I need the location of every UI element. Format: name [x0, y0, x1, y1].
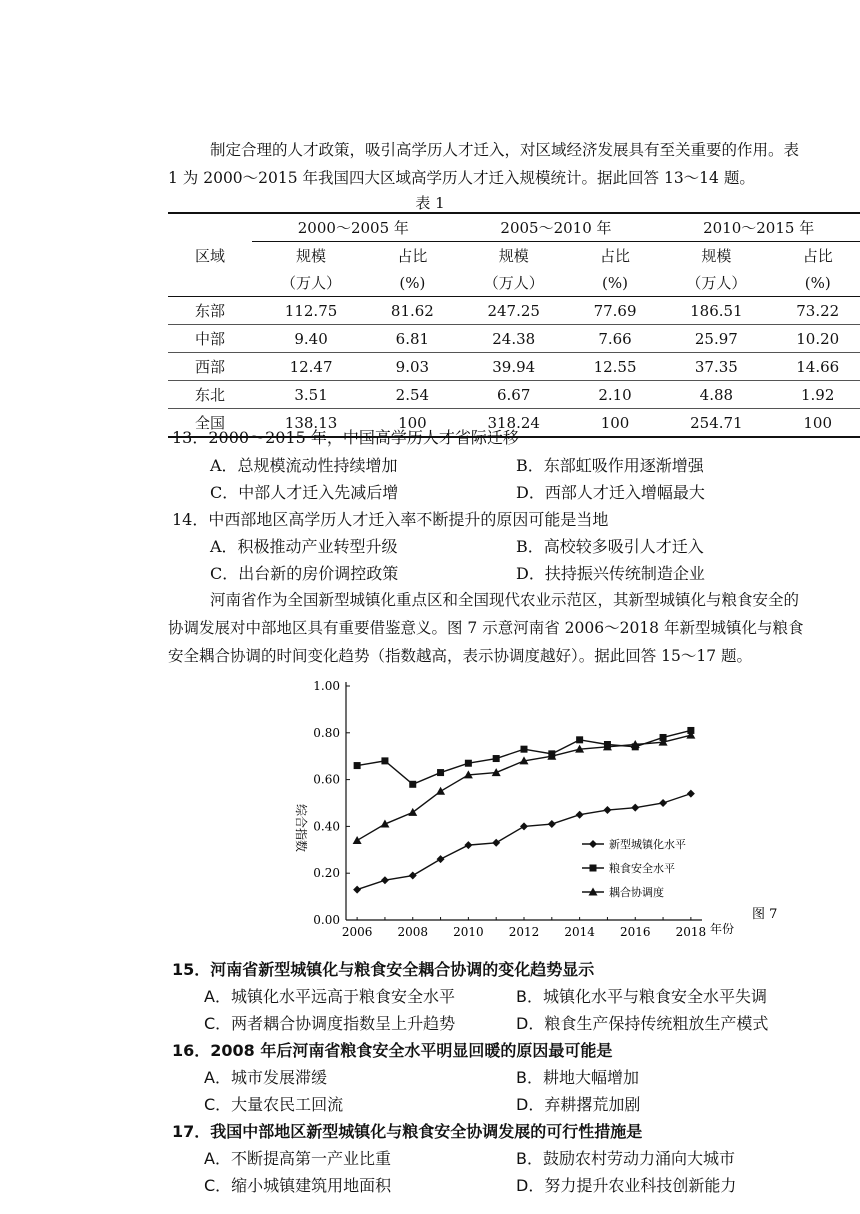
q14-option-d[interactable]: D．扶持振兴传统制造企业 [516, 564, 705, 583]
legend-entry: 粮食安全水平 [609, 862, 675, 875]
q13-option-c[interactable]: C．中部人才迁入先减后增 [210, 483, 399, 502]
region-cell: 东部 [168, 297, 252, 325]
col-scale-2: 规模 [498, 247, 529, 265]
data-point-triangle [353, 836, 362, 844]
data-point-triangle [380, 820, 389, 828]
unit-share-3: (%) [775, 269, 860, 297]
q13-option-b[interactable]: B．东部虹吸作用逐渐增强 [516, 456, 704, 475]
table-cell: 9.40 [252, 325, 370, 353]
y-axis-label: 综合指数 [294, 803, 308, 853]
table-row [168, 381, 860, 409]
table-cell: 9.03 [370, 353, 455, 381]
y-tick-label: 1.00 [313, 679, 340, 693]
region-header: 区域 [168, 213, 252, 297]
figure-label: 图 7 [752, 907, 778, 922]
table-cell: 112.75 [252, 297, 370, 325]
data-point-square [493, 755, 500, 762]
data-point-square [437, 769, 444, 776]
x-tick-label: 2014 [564, 925, 595, 939]
y-tick-label: 0.00 [313, 913, 340, 927]
table-cell: 186.51 [657, 297, 775, 325]
unit-share-1: (%) [370, 269, 455, 297]
unit-scale-2: （万人） [455, 269, 573, 297]
coupling-line-chart [290, 668, 810, 946]
data-point-square [465, 760, 472, 767]
y-tick-label: 0.80 [313, 725, 340, 740]
col-scale-1: 规模 [296, 247, 327, 265]
data-point-diamond [548, 820, 556, 828]
intro-2-line-1: 河南省作为全国新型城镇化重点区和全国现代农业示范区，其新型城镇化与粮食安全的 [210, 591, 800, 609]
table-cell: 81.62 [370, 297, 455, 325]
data-point-diamond [381, 876, 389, 884]
table-cell: 254.71 [657, 409, 775, 438]
q17-option-a[interactable]: A．不断提高第一产业比重 [204, 1149, 391, 1168]
data-point-triangle [408, 808, 417, 816]
table-cell: 6.81 [370, 325, 455, 353]
table-cell: 100 [775, 409, 860, 438]
period-header-3: 2010～2015 年 [657, 213, 860, 242]
table-cell: 318.24 [455, 409, 573, 438]
data-point-diamond [437, 855, 445, 863]
table-row [168, 325, 860, 353]
question-13-stem: 13．2000～2015 年，中国高学历人才省际迁移 [172, 428, 519, 447]
table-caption: 表 1 [415, 194, 445, 212]
col-scale-3: 规模 [701, 247, 732, 265]
intro-paragraph-2 [168, 586, 860, 670]
table-cell: 14.66 [775, 353, 860, 381]
table-cell: 73.22 [775, 297, 860, 325]
q13-option-d[interactable]: D．西部人才迁入增幅最大 [516, 483, 705, 502]
table-cell: 2.10 [573, 381, 658, 409]
table-cell: 12.47 [252, 353, 370, 381]
y-tick-label: 0.40 [313, 819, 340, 834]
q17-option-b[interactable]: B．鼓励农村劳动力涌向大城市 [516, 1149, 735, 1168]
data-point-diamond [631, 804, 639, 812]
data-point-square [354, 762, 361, 769]
table-cell: 138.13 [252, 409, 370, 438]
x-tick-label: 2008 [397, 925, 429, 939]
table-cell: 77.69 [573, 297, 658, 325]
legend-entry: 新型城镇化水平 [609, 838, 686, 851]
q14-option-a[interactable]: A．积极推动产业转型升级 [210, 537, 398, 556]
q14-option-b[interactable]: B．高校较多吸引人才迁入 [516, 537, 704, 556]
table-cell: 6.67 [455, 381, 573, 409]
data-point-diamond [603, 806, 611, 814]
data-point-square [576, 736, 583, 743]
x-tick-label: 2012 [508, 925, 540, 939]
data-point-diamond [353, 886, 361, 894]
table-cell: 3.51 [252, 381, 370, 409]
migration-table [168, 212, 860, 438]
q15-option-a[interactable]: A．城镇化水平远高于粮食安全水平 [204, 987, 455, 1006]
data-point-triangle [436, 787, 445, 795]
intro-2-line-2: 协调发展对中部地区具有重要借鉴意义。图 7 示意河南省 2006～2018 年新型城镇化与粮食 [168, 619, 804, 637]
intro-1-line-1: 制定合理的人才政策，吸引高学历人才迁入，对区域经济发展具有至关重要的作用。表 [210, 141, 800, 159]
q16-option-b[interactable]: B．耕地大幅增加 [516, 1068, 639, 1087]
question-15-stem: 15．河南省新型城镇化与粮食安全耦合协调的变化趋势显示 [172, 960, 595, 979]
q16-option-a[interactable]: A．城市发展滞缓 [204, 1068, 327, 1087]
data-point-diamond [520, 822, 528, 830]
data-point-square [381, 757, 388, 764]
chart-axes [313, 679, 706, 939]
period-header-2: 2005～2010 年 [455, 213, 658, 242]
y-tick-label: 0.60 [313, 772, 340, 787]
data-point-diamond [589, 840, 597, 848]
table-row [168, 297, 860, 325]
data-point-diamond [576, 811, 584, 819]
intro-1-line-2: 1 为 2000～2015 年我国四大区域高学历人才迁入规模统计。据此回答 13～14 题。 [168, 169, 755, 187]
table-cell: 37.35 [657, 353, 775, 381]
data-point-square [521, 746, 528, 753]
table-cell: 2.54 [370, 381, 455, 409]
region-cell: 全国 [168, 409, 252, 438]
question-16-stem: 16．2008 年后河南省粮食安全水平明显回暖的原因最可能是 [172, 1041, 613, 1060]
table-cell: 39.94 [455, 353, 573, 381]
table-cell: 100 [370, 409, 455, 438]
table-cell: 247.25 [455, 297, 573, 325]
data-point-triangle [492, 768, 501, 776]
col-share-2: 占比 [600, 247, 631, 265]
q16-option-c[interactable]: C．大量农民工回流 [204, 1095, 344, 1114]
table-cell: 4.88 [657, 381, 775, 409]
legend-entry: 耦合协调度 [609, 886, 664, 899]
table-cell: 25.97 [657, 325, 775, 353]
y-tick-label: 0.20 [313, 866, 340, 881]
data-point-diamond [659, 799, 667, 807]
data-point-diamond [464, 841, 472, 849]
table-cell: 12.55 [573, 353, 658, 381]
intro-paragraph-1 [168, 136, 860, 192]
q15-option-d[interactable]: D．粮食生产保持传统粗放生产模式 [516, 1014, 769, 1033]
data-point-diamond [492, 839, 500, 847]
unit-scale-1: （万人） [252, 269, 370, 297]
table-cell: 7.66 [573, 325, 658, 353]
q15-option-c[interactable]: C．两者耦合协调度指数呈上升趋势 [204, 1014, 456, 1033]
q16-option-d[interactable]: D．弃耕撂荒加剧 [516, 1095, 641, 1114]
intro-2-line-3: 安全耦合协调的时间变化趋势（指数越高，表示协调度越好）。据此回答 15～17 题。 [168, 647, 753, 665]
q15-option-b[interactable]: B．城镇化水平与粮食安全水平失调 [516, 987, 767, 1006]
table-cell: 24.38 [455, 325, 573, 353]
x-tick-label: 2016 [619, 925, 651, 939]
unit-share-2: (%) [573, 269, 658, 297]
region-cell: 中部 [168, 325, 252, 353]
x-tick-label: 2010 [453, 925, 484, 939]
data-point-square [409, 781, 416, 788]
region-cell: 东北 [168, 381, 252, 409]
q17-option-c[interactable]: C．缩小城镇建筑用地面积 [204, 1176, 392, 1195]
col-share-1: 占比 [397, 247, 428, 265]
data-point-diamond [409, 872, 417, 880]
question-14-stem: 14．中西部地区高学历人才迁入率不断提升的原因可能是当地 [172, 510, 609, 529]
period-header-1: 2000～2005 年 [252, 213, 455, 242]
table-cell: 10.20 [775, 325, 860, 353]
q13-option-a[interactable]: A．总规模流动性持续增加 [210, 456, 398, 475]
x-tick-label: 2006 [341, 925, 373, 939]
x-axis-label: 年份 [710, 922, 735, 936]
col-share-3: 占比 [802, 247, 833, 265]
q14-option-c[interactable]: C．出台新的房价调控政策 [210, 564, 399, 583]
data-point-diamond [687, 790, 695, 798]
region-cell: 西部 [168, 353, 252, 381]
table-cell: 1.92 [775, 381, 860, 409]
q17-option-d[interactable]: D．努力提升农业科技创新能力 [516, 1176, 737, 1195]
data-point-square [590, 865, 597, 872]
unit-scale-3: （万人） [657, 269, 775, 297]
chart-legend [582, 837, 686, 899]
question-17-stem: 17．我国中部地区新型城镇化与粮食安全协调发展的可行性措施是 [172, 1122, 643, 1141]
x-tick-label: 2018 [675, 925, 707, 939]
table-row [168, 353, 860, 381]
table-cell: 100 [573, 409, 658, 438]
